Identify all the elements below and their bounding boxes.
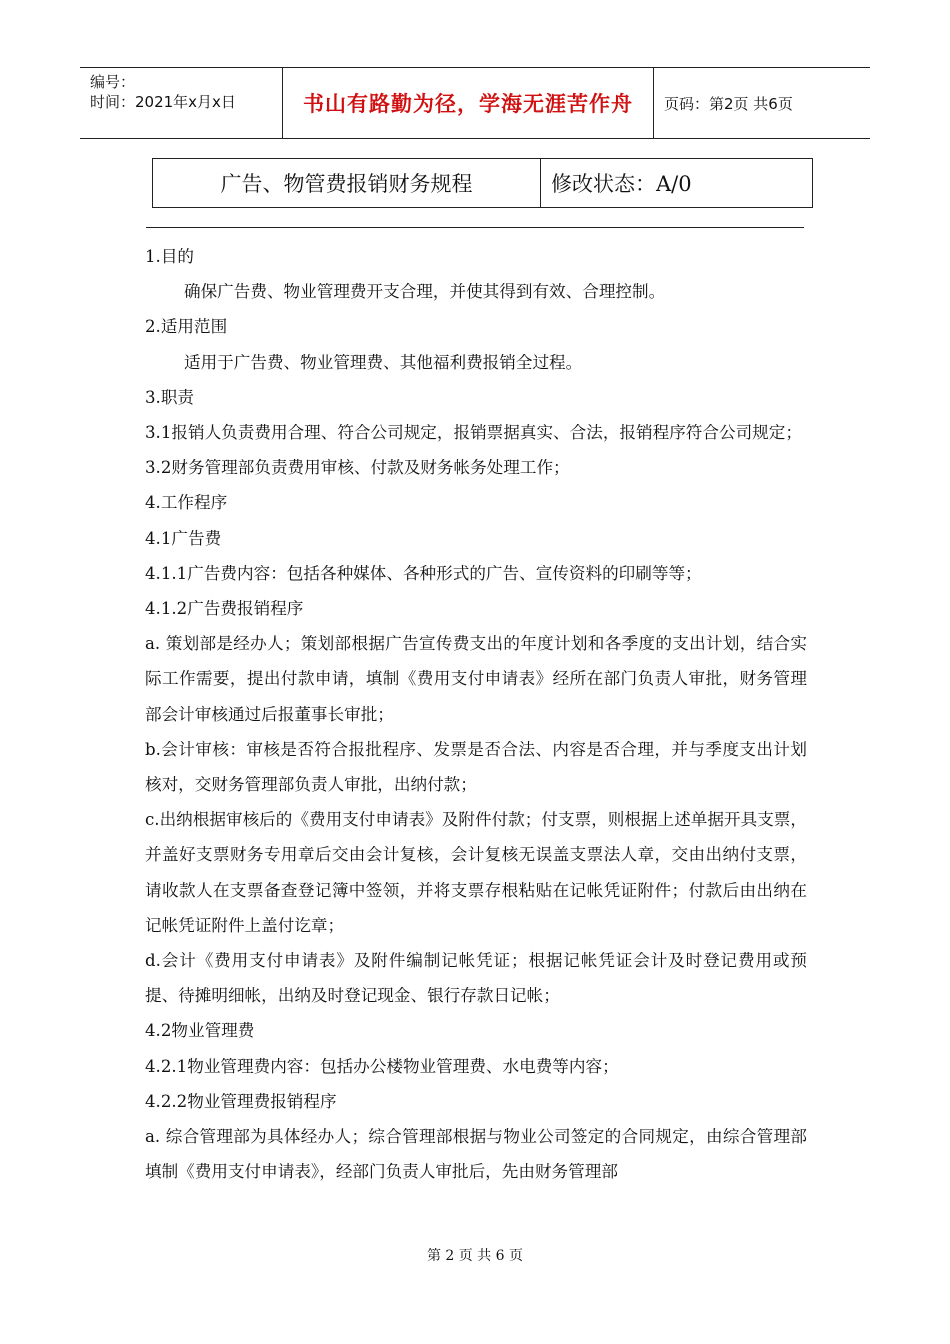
- body-paragraph: a. 综合管理部为具体经办人；综合管理部根据与物业公司签定的合同规定，由综合管理部填制《费用支付申请表》，经部门负责人审批后，先由财务管理部: [145, 1127, 807, 1182]
- body-paragraph: 4.工作程序: [145, 493, 228, 513]
- body-paragraph: 确保广告费、物业管理费开支合理，并使其得到有效、合理控制。: [184, 282, 666, 302]
- body-paragraph: 1.目的: [145, 247, 195, 266]
- body-paragraph: 4.2.2物业管理费报销程序: [145, 1091, 337, 1111]
- header-motto: 书山有路勤为径，学海无涯苦作舟: [282, 68, 654, 138]
- divider-line: [146, 227, 804, 228]
- body-paragraph: 4.2.1物业管理费内容：包括办公楼物业管理费、水电费等内容；: [145, 1056, 619, 1076]
- body-paragraph: c.出纳根据审核后的《费用支付申请表》及附件付款；付支票，则根据上述单据开具支票，并盖好支票财务专用章后交由会计复核，会计复核无误盖支票法人章，交由出纳付支票，请收款人在支票备查登记簿中签领，并将支票存根粘贴在记帐凭证附件；付款后由出纳在记帐凭证附件上盖付讫章；: [145, 810, 807, 935]
- body-paragraph: 2.适用范围: [145, 317, 228, 337]
- revision-status: 修改状态：A/0: [551, 172, 692, 196]
- header-page-code: 页码：第2页 共6页: [664, 94, 793, 113]
- document-body: [145, 239, 807, 1189]
- body-paragraph: a. 策划部是经办人；策划部根据广告宣传费支出的年度计划和各季度的支出计划，结合实际工作需要，提出付款申请，填制《费用支付申请表》经所在部门负责人审批，财务管理部会计审核通过后报董事长审批；: [145, 634, 807, 724]
- doc-time-label: 时间：2021年x月x日: [90, 93, 236, 111]
- body-paragraph: 4.1.1广告费内容：包括各种媒体、各种形式的广告、宣传资料的印刷等等；: [145, 563, 702, 583]
- doc-number-label: 编号：: [90, 73, 136, 91]
- body-paragraph: 3.1报销人负责费用合理、符合公司规定，报销票据真实、合法，报销程序符合公司规定；: [145, 423, 802, 443]
- body-paragraph: 4.2物业管理费: [145, 1021, 255, 1041]
- body-paragraph: 适用于广告费、物业管理费、其他福利费报销全过程。: [184, 352, 583, 372]
- doc-title: 广告、物管费报销财务规程: [153, 159, 541, 207]
- body-paragraph: 3.职责: [145, 387, 195, 407]
- header-meta: [80, 68, 282, 138]
- body-paragraph: b.会计审核：审核是否符合报批程序、发票是否合法、内容是否合理，并与季度支出计划核对，交财务管理部负责人审批，出纳付款；: [145, 739, 807, 795]
- body-paragraph: 4.1广告费: [145, 528, 222, 548]
- page-footer: 第 2 页 共 6 页: [426, 1248, 524, 1264]
- body-paragraph: d.会计《费用支付申请表》及附件编制记帐凭证；根据记帐凭证会计及时登记费用或预提、待摊明细帐，出纳及时登记现金、银行存款日记帐；: [145, 951, 807, 1006]
- page-header: [80, 67, 870, 139]
- body-paragraph: 4.1.2广告费报销程序: [145, 599, 304, 619]
- title-table: [152, 158, 813, 208]
- body-paragraph: 3.2财务管理部负责费用审核、付款及财务帐务处理工作；: [145, 458, 570, 478]
